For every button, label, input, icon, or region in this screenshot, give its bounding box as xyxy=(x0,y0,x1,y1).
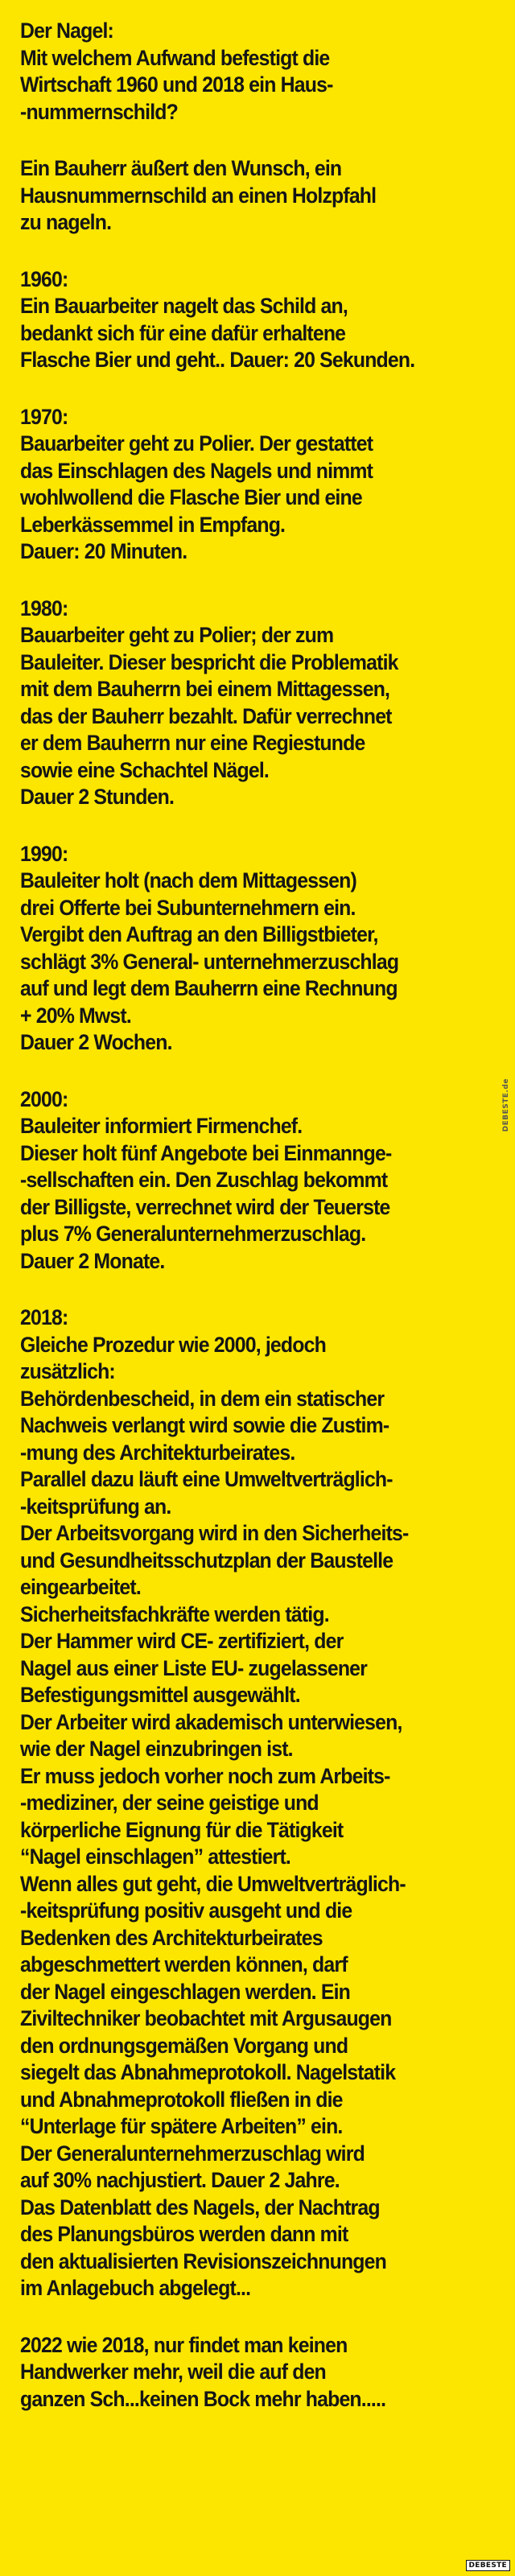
text-line: -mediziner, der seine geistige und xyxy=(20,1791,319,1815)
text-line: Wirtschaft 1960 und 2018 ein Haus- xyxy=(20,72,333,97)
text-line: plus 7% Generalunternehmerzuschlag. xyxy=(20,1222,366,1246)
text-line: Der Arbeitsvorgang wird in den Sicherheits- xyxy=(20,1521,409,1545)
text-line: Vergibt den Auftrag an den Billigstbieter, xyxy=(20,922,378,946)
text-line: -nummernschild? xyxy=(20,99,178,124)
text-line: wie der Nagel einzubringen ist. xyxy=(20,1737,293,1761)
text-line: Mit welchem Aufwand befestigt die xyxy=(20,45,330,70)
text-line: Der Generalunternehmerzuschlag wird xyxy=(20,2141,365,2166)
text-line: ganzen Sch...keinen Bock mehr haben..... xyxy=(20,2386,386,2411)
text-line: “Unterlage für spätere Arbeiten” ein. xyxy=(20,2114,343,2138)
text-line: Hausnummernschild an einen Holzpfahl xyxy=(20,183,377,208)
text-line: Bauleiter informiert Firmenchef. xyxy=(20,1114,303,1138)
paragraph xyxy=(20,266,464,374)
text-line: Dauer: 20 Minuten. xyxy=(20,539,187,563)
text-line: Bedenken des Architekturbeirates xyxy=(20,1925,323,1950)
paragraph xyxy=(20,1304,464,2302)
text-line: das Einschlagen des Nagels und nimmt xyxy=(20,458,373,483)
text-line: Flasche Bier und geht.. Dauer: 20 Sekunden. xyxy=(20,348,415,372)
text-line: Bauarbeiter geht zu Polier. Der gestattet xyxy=(20,431,373,455)
text-line: der Nagel eingeschlagen werden. Ein xyxy=(20,1979,351,2004)
text-line: eingearbeitet. xyxy=(20,1575,141,1599)
text-line: 2000: xyxy=(20,1086,68,1111)
text-line: und Abnahmeprotokoll fließen in die xyxy=(20,2087,343,2112)
paragraph xyxy=(20,841,464,1057)
text-line: -mung des Architekturbeirates. xyxy=(20,1440,295,1465)
text-line: Handwerker mehr, weil die auf den xyxy=(20,2360,326,2384)
text-line: auf 30% nachjustiert. Dauer 2 Jahre. xyxy=(20,2168,340,2192)
text-line: wohlwollend die Flasche Bier und eine xyxy=(20,485,362,509)
text-line: der Billigste, verrechnet wird der Teuerste xyxy=(20,1194,390,1219)
text-line: abgeschmettert werden können, darf xyxy=(20,1952,348,1976)
paragraph xyxy=(20,18,464,126)
text-line: auf und legt dem Bauherrn eine Rechnung xyxy=(20,976,398,1000)
text-line: Nachweis verlangt wird sowie die Zustim- xyxy=(20,1413,389,1437)
paragraph xyxy=(20,404,464,566)
text-line: Nagel aus einer Liste EU- zugelassener xyxy=(20,1655,368,1680)
text-line: Der Hammer wird CE- zertifiziert, der xyxy=(20,1629,344,1653)
text-line: Das Datenblatt des Nagels, der Nachtrag xyxy=(20,2195,380,2219)
text-line: den aktualisierten Revisionszeichnungen xyxy=(20,2248,386,2273)
text-line: Ziviltechniker beobachtet mit Argusaugen xyxy=(20,2006,392,2030)
text-line: Er muss jedoch vorher noch zum Arbeits- xyxy=(20,1763,390,1788)
text-line: schlägt 3% General- unternehmerzuschlag xyxy=(20,949,399,974)
text-line: Dieser holt fünf Angebote bei Einmannge- xyxy=(20,1140,392,1165)
text-line: Bauleiter holt (nach dem Mittagessen) xyxy=(20,868,356,892)
paragraph xyxy=(20,155,464,237)
text-line: siegelt das Abnahmeprotokoll. Nagelstatik xyxy=(20,2060,396,2084)
paragraph xyxy=(20,2332,464,2413)
text-line: 1990: xyxy=(20,841,68,866)
text-line: mit dem Bauherrn bei einem Mittagessen, xyxy=(20,677,390,701)
text-line: 2022 wie 2018, nur findet man keinen xyxy=(20,2332,348,2357)
text-line: körperliche Eignung für die Tätigkeit xyxy=(20,1817,344,1842)
text-line: Befestigungsmittel ausgewählt. xyxy=(20,1683,300,1707)
paragraph xyxy=(20,1086,464,1276)
text-line: im Anlagebuch abgelegt... xyxy=(20,2276,251,2300)
text-line: Ein Bauherr äußert den Wunsch, ein xyxy=(20,156,342,180)
text-line: Dauer 2 Wochen. xyxy=(20,1030,172,1054)
text-line: zu nageln. xyxy=(20,210,112,234)
text-line: -keitsprüfung positiv ausgeht und die xyxy=(20,1898,352,1923)
text-line: den ordnungsgemäßen Vorgang und xyxy=(20,2033,348,2058)
text-line: Leberkässemmel in Empfang. xyxy=(20,512,286,537)
text-line: und Gesundheitsschutzplan der Baustelle xyxy=(20,1548,393,1572)
text-line: 1960: xyxy=(20,266,68,291)
text-line: 1970: xyxy=(20,404,68,429)
text-line: Bauarbeiter geht zu Polier; der zum xyxy=(20,623,334,647)
text-line: Parallel dazu läuft eine Umweltverträglich- xyxy=(20,1467,393,1491)
text-line: “Nagel einschlagen” attestiert. xyxy=(20,1844,291,1869)
text-line: des Planungsbüros werden dann mit xyxy=(20,2222,348,2246)
text-line: das der Bauherr bezahlt. Dafür verrechnet xyxy=(20,703,392,728)
text-block xyxy=(20,18,464,2442)
text-line: Dauer 2 Stunden. xyxy=(20,785,175,809)
paragraph xyxy=(20,596,464,811)
text-line: Gleiche Prozedur wie 2000, jedoch xyxy=(20,1332,326,1357)
text-line: zusätzlich: xyxy=(20,1359,115,1383)
text-line: Der Arbeiter wird akademisch unterwiesen, xyxy=(20,1709,402,1734)
debeste-badge: DEBESTE xyxy=(466,2560,511,2571)
text-line: Wenn alles gut geht, die Umweltverträglich- xyxy=(20,1871,406,1896)
text-line: -keitsprüfung an. xyxy=(20,1494,171,1519)
text-line: Der Nagel: xyxy=(20,19,113,43)
text-line: Dauer 2 Monate. xyxy=(20,1248,165,1273)
text-line: drei Offerte bei Subunternehmern ein. xyxy=(20,895,356,920)
text-line: + 20% Mwst. xyxy=(20,1003,131,1028)
text-line: sowie eine Schachtel Nägel. xyxy=(20,757,269,782)
text-line: Sicherheitsfachkräfte werden tätig. xyxy=(20,1601,329,1626)
text-line: bedankt sich für eine dafür erhaltene xyxy=(20,320,346,345)
text-line: Bauleiter. Dieser bespricht die Problematik xyxy=(20,649,398,674)
text-line: er dem Bauherrn nur eine Regiestunde xyxy=(20,731,365,755)
text-line: Behördenbescheid, in dem ein statischer xyxy=(20,1386,385,1411)
text-line: 2018: xyxy=(20,1305,68,1329)
text-line: -sellschaften ein. Den Zuschlag bekommt xyxy=(20,1168,388,1192)
text-line: 1980: xyxy=(20,596,68,620)
side-watermark: DEBESTE.de xyxy=(502,1078,510,1132)
text-line: Ein Bauarbeiter nagelt das Schild an, xyxy=(20,294,348,318)
